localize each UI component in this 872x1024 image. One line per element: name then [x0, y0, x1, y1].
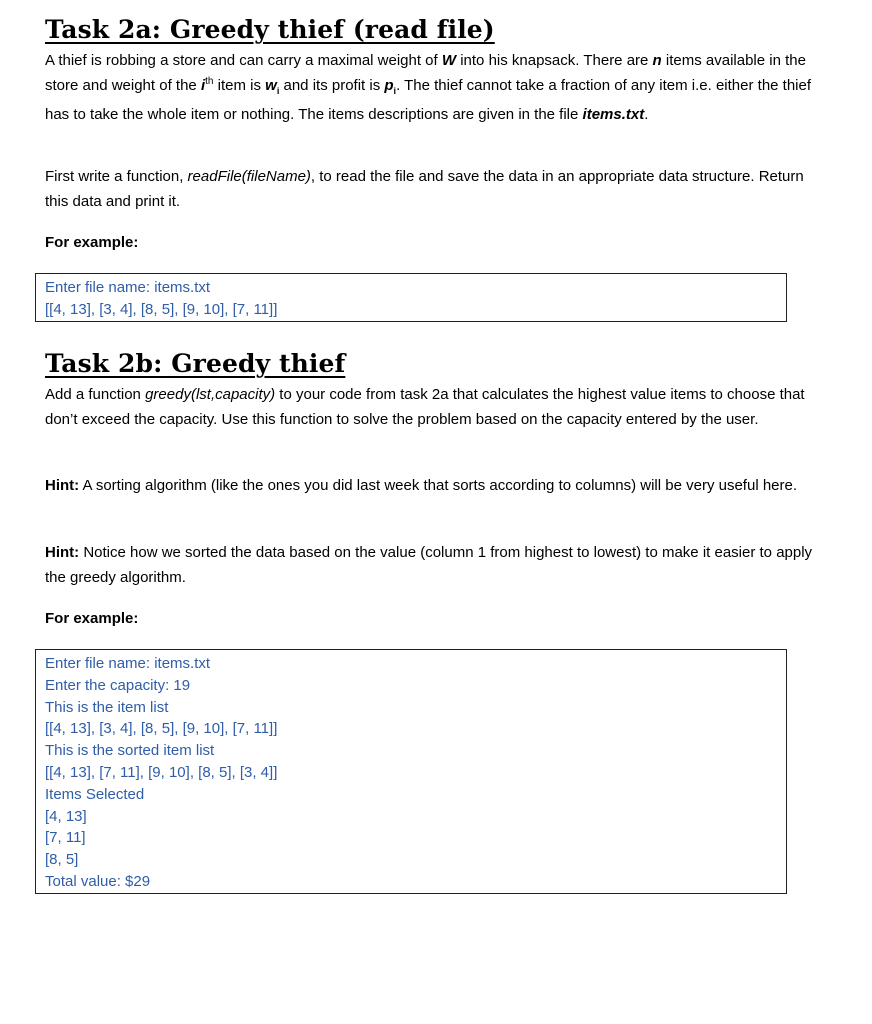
example-line: Enter file name: items.txt [45, 655, 211, 672]
example-line: [[4, 13], [3, 4], [8, 5], [9, 10], [7, 11]] [45, 300, 278, 318]
task-2b-example-box [35, 649, 787, 894]
example-line: [[4, 13], [3, 4], [8, 5], [9, 10], [7, 11]] [45, 720, 278, 738]
example-line: Enter the capacity: 19 [45, 676, 191, 694]
example-line: Enter file name: items.txt [45, 279, 211, 296]
task-2a-example-box [35, 273, 787, 322]
example-line: [8, 5] [45, 851, 79, 869]
task-2b-heading: Task 2b: Greedy thief [45, 349, 346, 378]
example-line: [[4, 13], [7, 11], [9, 10], [8, 5], [3, 4]] [45, 763, 278, 781]
example-line: [4, 13] [45, 807, 87, 825]
example-line: This is the sorted item list [45, 742, 215, 760]
task-2b-description: Add a function greedy(lst,capacity) to your code from task 2a that calculates the highest value items to choose that don’t exceed the capacity. Use this function to solve the problem based on the capacity entered by the user. [45, 386, 805, 428]
example-line: [7, 11] [45, 829, 86, 847]
example-line: This is the item list [45, 698, 169, 716]
task-2a-intro: A thief is robbing a store and can carry a maximal weight of W into his knapsack. There are n items available in the store and weight of the $i^{th}$ item is $w_i$ and its profit is $p_i$. The thief cannot take a fraction of any item i.e. either the thief has to take the whole item or nothing. The items descriptions are given in the file items.txt. [45, 52, 812, 123]
task-2a-example-label: For example: [45, 234, 139, 251]
task-2a-heading: Task 2a: Greedy thief (read file) [45, 15, 495, 44]
example-line: Items Selected [45, 785, 145, 803]
task-2b-hint-2: Hint: Notice how we sorted the data based on the value (column 1 from highest to lowest) to make it easier to apply the greedy algorithm. [45, 544, 813, 586]
task-2b-example-label: For example: [45, 610, 139, 627]
task-2a-instructions: First write a function, readFile(fileName), to read the file and save the data in an appropriate data structure. Return this data and print it. [45, 168, 804, 210]
task-2b-hint-1: Hint: A sorting algorithm (like the ones you did last week that sorts according to columns) will be very useful here. [45, 477, 798, 494]
example-line: Total value: $29 [45, 872, 151, 890]
